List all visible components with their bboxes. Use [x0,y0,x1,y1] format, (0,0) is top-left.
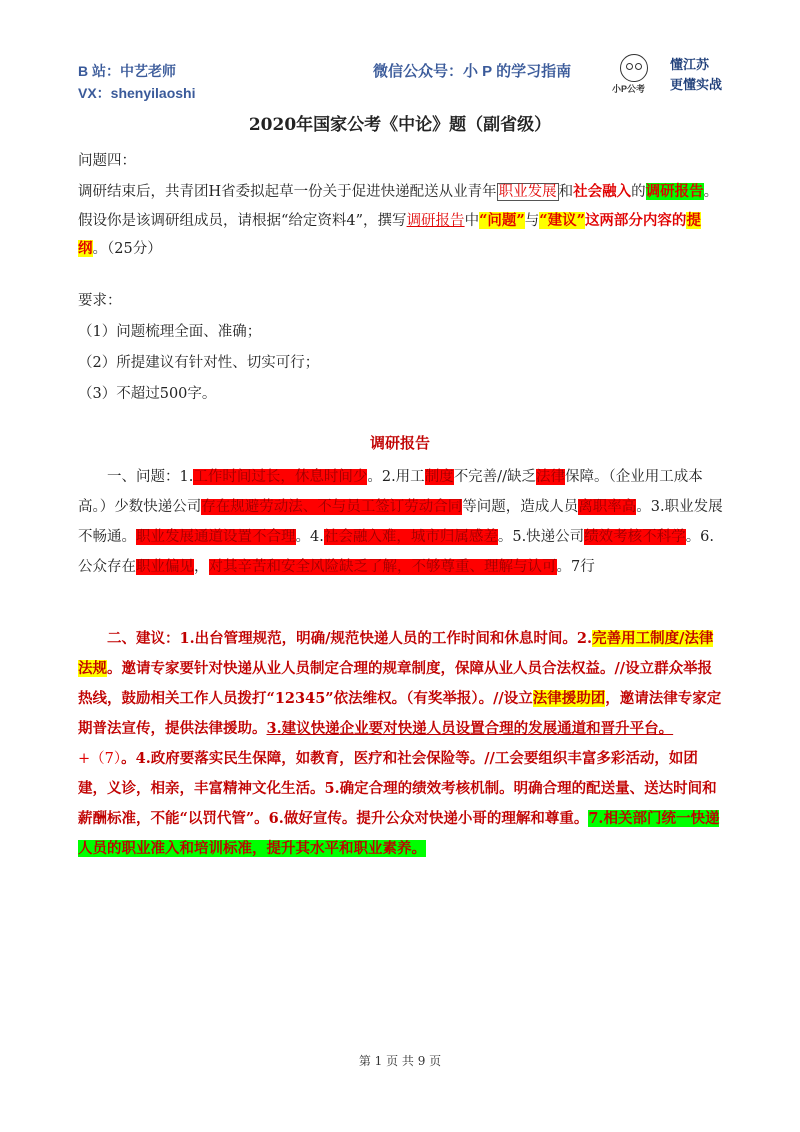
p2-text: ，邀请法律专家定期普法宣传，提供法律援助。 [78,690,722,737]
wechat-id-label: VX：shenyilaoshi [78,85,196,101]
q-text-13: 这两部分内容的 [584,211,687,229]
logo-line2: 更懂实战 [670,77,723,92]
page-title: 2020年国家公考《中论》题（副省级） [248,115,552,135]
p2-text: 。邀请专家要针对快递从业人员制定合理的规章制度，保障从业人员合法权益。//设立群众举报热线，鼓励相关工作人员拨打“12345”依法维权。（有奖举报）。//设立 [78,660,713,707]
cartoon-face-icon [620,54,648,82]
p1-text: 。6.公众存在 [78,529,715,575]
requirements-heading: 要求： [78,293,122,309]
p1-text: 一、问题：1. [107,469,194,485]
official-account-label: 微信公众号：小 P 的学习指南 [373,63,572,80]
p2-highlight: 7.相关部门统一快递人员的职业准入和培训标准，提升其水平和职业素养。 [78,810,720,857]
p1-highlight: 存在规避劳动法、不与员工签订劳动合同 [201,499,463,515]
requirement-item: （3）不超过500字。 [78,386,217,402]
p1-highlight: 绩效考核不科学 [584,529,686,545]
q-text-15: 。（25分） [92,241,162,257]
q-outline: 提纲 [78,211,701,257]
page-footer: 第 1 页 共 9 页 [358,1054,442,1068]
p2-highlight: 法律援助团 [532,690,606,707]
requirement-item: （1）问题梳理全面、准确； [78,324,262,340]
question-text [78,178,726,264]
q-social-integration: 社会融入 [573,183,632,200]
requirement-item: （2）所提建议有针对性、切实可行； [78,355,320,371]
p1-text: 保障。（企业用工成本高。）少数快递公司 [78,469,703,515]
report-title: 调研报告 [369,434,430,452]
p1-highlight: 离职率高 [578,499,637,515]
p1-text: 等问题，造成人员 [462,499,579,515]
logo [612,52,732,96]
p2-text: 。4.政府要落实民生保障，如教育，医疗和社会保险等。//工会要组织丰富多彩活动，如团建，义诊，相亲，丰富精神文化生活。5.确定合理的绩效考核机制。明确合理的配送量、送达时间和薪酬标准，不能“以罚代管”。6.做好宣传。提升公众对快递小哥的理解和尊重。 [78,750,717,827]
problems-paragraph [78,462,726,582]
logo-subtitle: 小P公考 [612,84,646,94]
p1-text: 。3.职业发展不畅通。 [78,499,723,545]
question-heading: 问题四： [78,153,136,169]
q-research-report-hl: 调研报告 [645,183,704,200]
q-research-report: 调研报告 [406,212,465,229]
p1-highlight: 制度 [424,469,454,485]
suggestions-paragraph [78,624,726,864]
bilibili-label: B 站：中艺老师 [78,63,176,79]
q-text-5: 的 [631,184,646,200]
p1-text: ， [194,559,209,575]
p2-text: 二、建议：1.出台管理规范，明确/规范快递人员的工作时间和休息时间。2. [107,630,593,647]
p2-highlight: 完善用工制度/法律法规 [78,630,714,677]
p1-highlight: 职业偏见 [136,559,194,575]
q-problem: “问题” [479,211,525,229]
q-text-11: 与 [524,212,540,229]
p1-text: 。7行 [556,559,595,575]
p1-text: 。4. [295,529,324,545]
p1-text: 不完善//缺乏 [453,469,536,485]
p2-underline: 3.建议快递企业要对快递人员设置合理的发展通道和晋升平台。 [266,720,674,737]
q-career-development: 职业发展 [498,184,557,200]
p1-highlight: 社会融入难，城市归属感差 [323,529,498,545]
p1-text: 。5.快递公司 [497,529,585,545]
p2-note: +（7） [78,751,122,767]
requirements [78,286,726,410]
q-text-3: 和 [558,184,574,200]
logo-line1: 懂江苏 [670,57,710,72]
header-left [78,60,195,104]
q-text-7: 。假设你是该调研组成员，请根据“给定资料4”，撰写 [78,184,719,229]
p1-highlight: 对其辛苦和安全风险缺乏了解，不够尊重、理解与认可 [208,559,557,575]
q-suggestion: “建议” [539,211,585,229]
p1-highlight: 法律 [535,469,565,485]
p1-highlight: 职业发展通道设置不合理 [136,529,296,545]
q-text-9: 中 [464,212,480,229]
p1-text: 。2.用工 [367,469,425,485]
p1-highlight: 工作时间过长，休息时间少 [193,469,368,485]
q-text-1: 调研结束后，共青团H省委拟起草一份关于促进快递配送从业青年 [78,184,497,200]
